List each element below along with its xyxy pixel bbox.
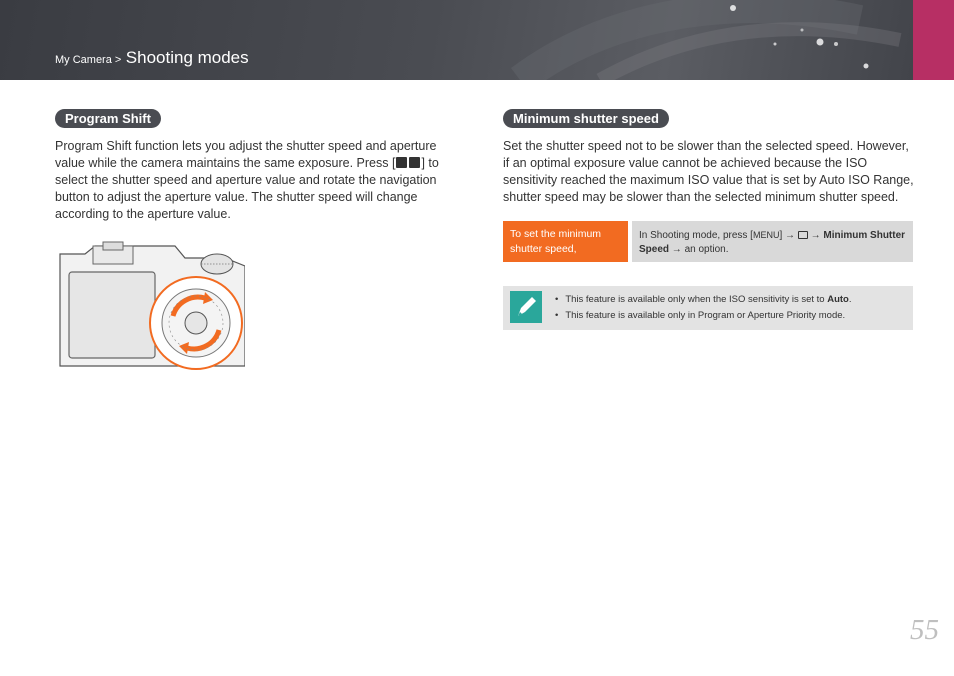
note-text: This feature is available only in Program or Aperture Priority mode. bbox=[565, 310, 846, 321]
note-box bbox=[503, 286, 913, 330]
page-number: 55 bbox=[910, 614, 939, 646]
step-instructions bbox=[632, 221, 913, 262]
note-text: This feature is available only when the ISO sensitivity is set to bbox=[565, 294, 828, 305]
step-suffix: → an option. bbox=[669, 244, 729, 255]
camera-rear-illustration bbox=[55, 236, 245, 376]
camera-icon bbox=[798, 231, 808, 239]
program-shift-text-1: Program Shift function lets you adjust the shutter speed and aperture value while the camera maintains the same exposure. Press [ bbox=[55, 139, 437, 170]
minimum-shutter-speed-option: Minimum Shutter Speed bbox=[639, 230, 906, 255]
menu-button-label: MENU bbox=[752, 230, 780, 240]
program-shift-text-2: ] to select the shutter speed and aperture value and rotate the navigation button to adjust the aperture value. The shutter speed will change according to the aperture value. bbox=[55, 156, 439, 221]
header-accent-bar bbox=[913, 0, 954, 80]
breadcrumb bbox=[55, 48, 249, 68]
step-arrow: ] → bbox=[779, 230, 798, 241]
program-shift-heading: Program Shift bbox=[55, 109, 161, 128]
header-decoration bbox=[0, 0, 954, 80]
step-prefix: In Shooting mode, press [ bbox=[639, 230, 753, 241]
breadcrumb-parent[interactable]: My Camera > bbox=[55, 54, 122, 66]
note-bold: Auto bbox=[827, 294, 849, 305]
minimum-shutter-speed-paragraph: Set the shutter speed not to be slower than the selected speed. However, if an optimal exposure value cannot be achieved because the ISO sensitivity reached the maximum ISO value that is set by Auto ISO Range, shutter speed may be slower than the selected minimum shutter speed. bbox=[503, 139, 914, 204]
minimum-shutter-speed-heading: Minimum shutter speed bbox=[503, 109, 669, 128]
display-af-button-icon bbox=[396, 157, 407, 168]
focus-frame-icon bbox=[409, 157, 420, 168]
note-item bbox=[555, 292, 852, 308]
note-list bbox=[555, 292, 852, 324]
step-label: To set the minimum shutter speed, bbox=[503, 221, 628, 262]
step-arrow: → bbox=[807, 230, 824, 241]
program-shift-paragraph bbox=[55, 138, 445, 223]
breadcrumb-current: Shooting modes bbox=[125, 48, 249, 67]
note-end: . bbox=[848, 294, 852, 305]
pen-note-icon bbox=[510, 291, 542, 323]
note-item bbox=[555, 308, 852, 324]
page-header bbox=[0, 0, 954, 80]
